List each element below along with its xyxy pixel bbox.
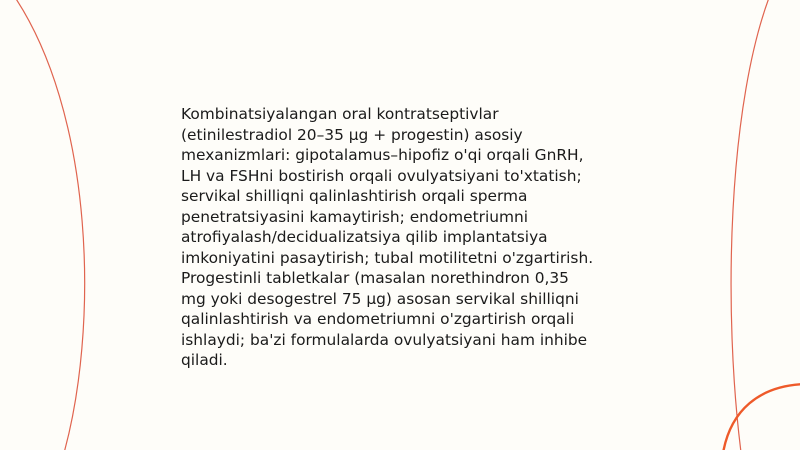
body-text: Kombinatsiyalangan oral kontratseptivlar (etinilestradiol 20–35 µg + progestin) asosiy mexanizmlari: gipotalamus–hipofiz o'qi orqali GnRH, LH va FSHni bostirish orqali ovulyatsiyani to'xtatish; servikal shilliqni qalinlashtirish orqali sperma penetratsiyasini kamaytirish; endometriumni atrofiyalash/decidualizatsiya qilib implantatsiya imkoniyatini pasaytirish; tubal motilitetni o'zgartirish. Progestinli tabletkalar (masalan norethindron 0,35 mg yoki desogestrel 75 µg) asosan servikal shilliqni qalinlashtirish va endometriumni o'zgartirish orqali ishlaydi; ba'zi formulalarda ovulyatsiyani ham inhibe qiladi. xyxy=(181,105,594,369)
left-decorative-arc xyxy=(10,0,85,450)
bottom-right-accent-arc xyxy=(722,384,800,450)
right-decorative-arc xyxy=(731,0,772,450)
